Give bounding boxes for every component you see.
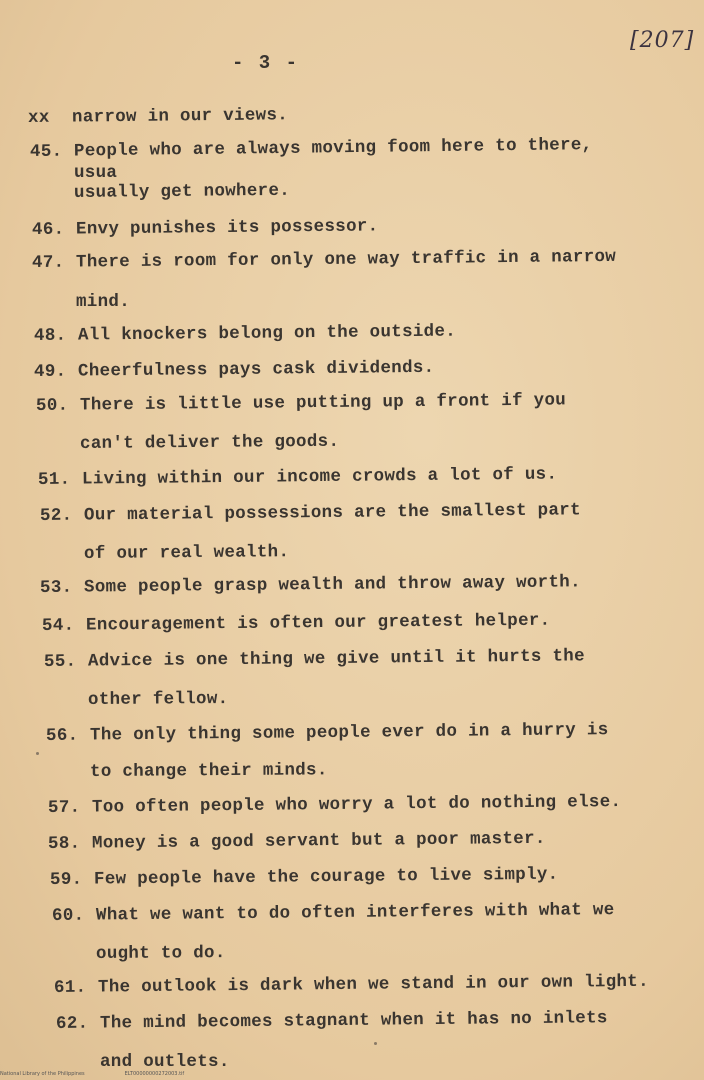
line-text: usua — [74, 163, 118, 183]
item-number: 58. — [47, 833, 81, 854]
text-line — [88, 689, 229, 710]
line-text: ought to do. — [95, 943, 226, 964]
text-line — [28, 105, 288, 128]
text-line — [30, 135, 593, 162]
line-text: mind. — [76, 292, 131, 312]
text-line — [96, 943, 226, 964]
item-number: xx — [27, 107, 50, 128]
item-number: 47. — [31, 252, 65, 273]
text-line — [74, 163, 117, 183]
item-number: 55. — [43, 651, 77, 672]
item-number: 62. — [55, 1013, 89, 1034]
item-number: 52. — [39, 505, 73, 526]
line-text: Few people have the courage to live simply. — [93, 864, 559, 890]
line-text: Some people grasp wealth and throw away worth. — [83, 572, 581, 598]
item-number: 51. — [37, 469, 71, 490]
text-line — [36, 390, 566, 416]
line-text: The mind becomes stagnant when it has no inlets — [99, 1008, 608, 1034]
scan-footer — [0, 1071, 224, 1077]
text-line — [40, 572, 581, 598]
text-line — [48, 792, 621, 818]
item-number: 53. — [39, 577, 73, 598]
text-line — [84, 542, 289, 564]
line-text: Envy punishes its possessor. — [75, 216, 379, 240]
paper-speck — [36, 752, 39, 755]
text-line — [46, 720, 609, 746]
item-number: 48. — [33, 325, 67, 346]
item-number: 46. — [31, 219, 65, 240]
archive-number: [207] — [630, 28, 695, 53]
line-text: to change their minds. — [89, 760, 328, 782]
footer-source: National Library of the Philippines — [0, 1071, 85, 1077]
line-text: and outlets. — [100, 1052, 230, 1072]
text-line — [90, 760, 328, 782]
item-number: 61. — [53, 977, 87, 998]
line-text: narrow in our views. — [71, 105, 289, 128]
text-line — [80, 432, 339, 454]
line-text: can't deliver the goods. — [79, 431, 340, 454]
text-line — [34, 358, 435, 382]
text-line — [32, 216, 379, 240]
text-line — [40, 500, 581, 526]
line-text: There is room for only one way traffic in a narrow — [75, 246, 617, 273]
text-line — [100, 1052, 230, 1072]
text-line — [54, 972, 649, 998]
text-line — [32, 247, 616, 273]
text-line — [38, 465, 557, 490]
item-number: 59. — [49, 869, 83, 890]
footer-file-id: ELT00000000272003.tif — [124, 1071, 185, 1077]
text-line — [56, 1008, 608, 1034]
line-text: All knockers belong on the outside. — [77, 321, 457, 346]
line-text: Encouragement is often our greatest helper. — [85, 610, 551, 636]
line-text: Too often people who worry a lot do nothing else. — [91, 791, 622, 818]
text-line — [48, 829, 546, 854]
page-number: - 3 - — [232, 52, 300, 74]
line-text: of our real wealth. — [83, 542, 290, 564]
text-line — [44, 646, 585, 672]
line-text: Cheerfulness pays cask dividends. — [77, 357, 435, 382]
line-text: The outlook is dark when we stand in our own light. — [97, 971, 649, 998]
line-text: Money is a good servant but a poor master. — [91, 828, 546, 854]
text-line — [50, 865, 559, 890]
item-number: 57. — [47, 797, 81, 818]
paper-speck — [374, 1042, 377, 1045]
line-text: What we want to do often interferes with what we — [95, 900, 615, 926]
line-text: usually get nowhere. — [73, 180, 291, 203]
line-text: The only thing some people ever do in a hurry is — [89, 720, 609, 746]
text-line — [34, 322, 456, 346]
line-text: other fellow. — [87, 689, 229, 710]
text-line — [52, 900, 615, 926]
item-number: 56. — [45, 725, 79, 746]
line-text: Our material possessions are the smallest part — [83, 500, 581, 526]
line-text: There is little use putting up a front if you — [79, 390, 567, 416]
item-number: 45. — [29, 141, 63, 162]
item-number: 49. — [33, 361, 67, 382]
text-line — [74, 181, 290, 203]
line-text: People who are always moving foom here to there, — [73, 135, 593, 162]
line-text: Advice is one thing we give until it hurts the — [87, 646, 585, 672]
text-line — [42, 611, 551, 636]
text-line — [76, 292, 130, 312]
item-number: 54. — [41, 615, 75, 636]
item-number: 50. — [35, 395, 69, 416]
item-number: 60. — [51, 905, 85, 926]
line-text: Living within our income crowds a lot of us. — [81, 464, 558, 490]
